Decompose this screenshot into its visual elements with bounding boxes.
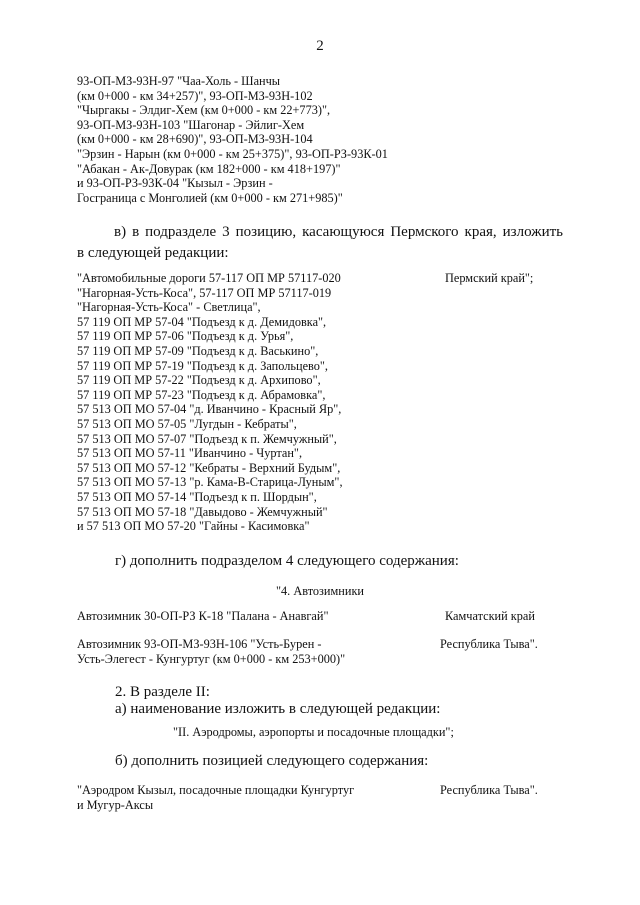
text-line: Автозимник 93-ОП-МЗ-93Н-106 "Усть-Бурен - <box>77 637 322 651</box>
text-line: 57 513 ОП МО 57-11 "Иванчино - Чуртан", <box>77 446 303 461</box>
paragraph-line: в следующей редакции: <box>77 245 229 261</box>
road-list-tuva <box>77 74 388 205</box>
text-line: 57 513 ОП МО 57-13 "р. Кама-В-Старица-Луным", <box>77 475 343 490</box>
text-line: 57 119 ОП МР 57-23 "Подъезд к д. Абрамовка", <box>77 387 326 402</box>
text-line: 57 513 ОП МО 57-12 "Кебраты - Верхний Будым", <box>77 460 341 475</box>
winter-road-2 <box>77 637 345 666</box>
text-line: 57 513 ОП МО 57-07 "Подъезд к п. Жемчужный", <box>77 431 337 446</box>
paragraph-v <box>77 222 563 264</box>
section-title: "II. Аэродромы, аэропорты и посадочные площадки"; <box>173 725 454 739</box>
airport-region: Республика Тыва". <box>440 783 538 797</box>
paragraph-g: г) дополнить подразделом 4 следующего содержания: <box>115 553 459 569</box>
text-line: 93-ОП-МЗ-93Н-103 "Шагонар - Эйлиг-Хем <box>77 117 305 132</box>
text-line: и Мугур-Аксы <box>77 797 154 812</box>
text-line: 57 513 ОП МО 57-05 "Лугдын - Кебраты", <box>77 416 297 431</box>
text-line: "Нагорная-Усть-Коса" - Светлица", <box>77 300 261 315</box>
text-line: 57 119 ОП МР 57-09 "Подъезд к д. Васькино", <box>77 343 319 358</box>
text-line: (км 0+000 - км 34+257)", 93-ОП-МЗ-93Н-102 <box>77 88 313 103</box>
text-line: 57 119 ОП МР 57-04 "Подъезд к д. Демидовка", <box>77 314 327 329</box>
road-list-perm <box>77 271 343 534</box>
text-line: 57 513 ОП МО 57-14 "Подъезд к п. Шордын", <box>77 489 317 504</box>
text-line: "Эрзин - Нарын (км 0+000 - км 25+375)", 93-ОП-РЗ-93К-01 <box>77 146 388 161</box>
region-perm: Пермский край"; <box>445 271 534 285</box>
paragraph-b: б) дополнить позицией следующего содержания: <box>115 753 429 769</box>
text-line: 57 513 ОП МО 57-18 "Давыдово - Жемчужный" <box>77 504 328 519</box>
page-number: 2 <box>316 38 324 54</box>
text-line: 93-ОП-МЗ-93Н-97 "Чаа-Холь - Шанчы <box>77 74 281 88</box>
text-line: и 57 513 ОП МО 57-20 "Гайны - Касимовка" <box>77 519 310 534</box>
text-line: Госграница с Монголией (км 0+000 - км 271+985)" <box>77 190 343 205</box>
text-line: "Автомобильные дороги 57-117 ОП МР 57117-020 <box>77 271 341 285</box>
text-line: 57 119 ОП МР 57-06 "Подъезд к д. Урья", <box>77 329 294 344</box>
winter-road-1: Автозимник 30-ОП-РЗ К-18 "Палана - Анавгай" <box>77 609 329 623</box>
text-line: 57 119 ОП МР 57-19 "Подъезд к д. Запольцево", <box>77 358 328 373</box>
text-line: "Нагорная-Усть-Коса", 57-117 ОП МР 57117-019 <box>77 285 332 300</box>
item-2-heading: 2. В разделе II: <box>115 684 210 700</box>
text-line: "Абакан - Ак-Довурак (км 182+000 - км 418+197)" <box>77 161 341 176</box>
text-line: Усть-Элегест - Кунгуртуг (км 0+000 - км 253+000)" <box>77 651 346 666</box>
text-line: 57 513 ОП МО 57-04 "д. Иванчино - Красный Яр", <box>77 402 342 417</box>
winter-road-1-region: Камчатский край <box>445 609 535 623</box>
paragraph-a: а) наименование изложить в следующей редакции: <box>115 701 441 717</box>
airport-entry <box>77 783 354 812</box>
text-line: 57 119 ОП МР 57-22 "Подъезд к д. Архипово", <box>77 373 321 388</box>
subsection-heading: "4. Автозимники <box>276 584 364 598</box>
text-line: и 93-ОП-РЗ-93К-04 "Кызыл - Эрзин - <box>77 176 273 191</box>
paragraph-line: в) в подразделе 3 позицию, касающуюся Пермского края, изложить <box>114 224 563 240</box>
text-line: "Чыргакы - Элдиг-Хем (км 0+000 - км 22+773)", <box>77 103 331 118</box>
text-line: (км 0+000 - км 28+690)", 93-ОП-МЗ-93Н-104 <box>77 132 313 147</box>
text-line: "Аэродром Кызыл, посадочные площадки Кунгуртуг <box>77 783 355 797</box>
winter-road-2-region: Республика Тыва". <box>440 637 538 651</box>
